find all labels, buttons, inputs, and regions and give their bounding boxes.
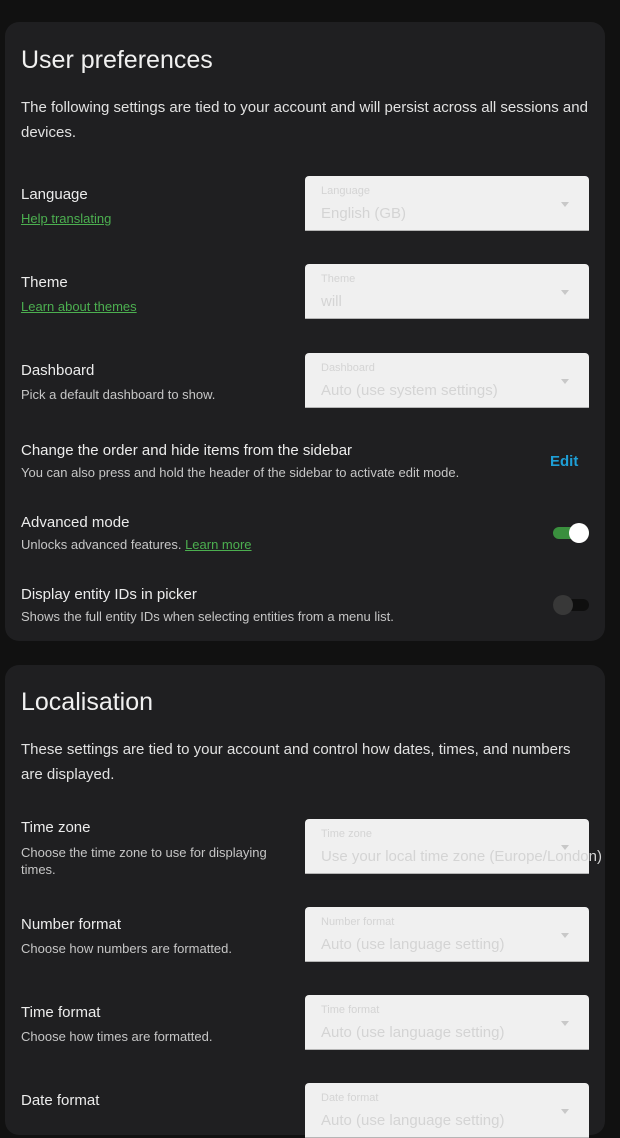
advanced-mode-description: Unlocks advanced features. xyxy=(21,537,182,552)
chevron-down-icon xyxy=(561,845,569,850)
chevron-down-icon xyxy=(561,202,569,207)
user-preferences-card xyxy=(5,22,605,641)
entity-ids-description: Shows the full entity IDs when selecting entities from a menu list. xyxy=(21,609,394,624)
time-format-label: Time format xyxy=(21,1004,101,1021)
date-format-label: Date format xyxy=(21,1092,100,1109)
chevron-down-icon xyxy=(561,290,569,295)
dashboard-select-label: Dashboard xyxy=(321,362,375,374)
theme-select-value: will xyxy=(321,293,342,310)
theme-select[interactable] xyxy=(305,264,589,319)
sidebar-order-label: Change the order and hide items from the sidebar xyxy=(21,442,353,459)
language-select-value: English (GB) xyxy=(321,205,407,222)
number-format-description: Choose how numbers are formatted. xyxy=(21,941,232,956)
language-select-label: Language xyxy=(321,185,370,197)
dashboard-description: Pick a default dashboard to show. xyxy=(21,387,216,402)
number-format-select-value: Auto (use language setting) xyxy=(321,936,505,953)
time-format-select-label: Time format xyxy=(321,1004,380,1016)
toggle-knob xyxy=(569,523,589,543)
time-format-select[interactable] xyxy=(305,995,589,1050)
learn-about-themes-link[interactable]: Learn about themes xyxy=(21,299,137,314)
date-format-select[interactable] xyxy=(305,1083,589,1138)
help-translating-link[interactable]: Help translating xyxy=(21,211,112,226)
dashboard-select-value: Auto (use system settings) xyxy=(321,382,498,399)
chevron-down-icon xyxy=(561,1021,569,1026)
sidebar-order-description: You can also press and hold the header of the sidebar to activate edit mode. xyxy=(21,465,460,480)
date-format-select-value: Auto (use language setting) xyxy=(321,1112,505,1129)
number-format-select[interactable] xyxy=(305,907,589,962)
language-select[interactable] xyxy=(305,176,589,231)
time-format-description: Choose how times are formatted. xyxy=(21,1029,213,1044)
chevron-down-icon xyxy=(561,379,569,384)
dashboard-select[interactable] xyxy=(305,353,589,408)
theme-label: Theme xyxy=(21,274,68,291)
localisation-card xyxy=(5,665,605,1135)
time-zone-label: Time zone xyxy=(21,819,91,836)
number-format-label: Number format xyxy=(21,916,122,933)
toggle-knob xyxy=(553,595,573,615)
advanced-mode-toggle[interactable] xyxy=(553,523,589,543)
user-preferences-description: The following settings are tied to your account and will persist across all sessions and devices. xyxy=(21,99,588,141)
user-preferences-title: User preferences xyxy=(21,46,213,74)
entity-ids-toggle[interactable] xyxy=(553,595,589,615)
time-zone-description: Choose the time zone to use for displaying times. xyxy=(21,845,267,877)
entity-ids-label: Display entity IDs in picker xyxy=(21,586,197,603)
learn-more-link[interactable]: Learn more xyxy=(185,537,252,552)
chevron-down-icon xyxy=(561,1109,569,1114)
dashboard-label: Dashboard xyxy=(21,362,95,379)
edit-sidebar-button[interactable]: Edit xyxy=(550,453,579,470)
date-format-select-label: Date format xyxy=(321,1092,379,1104)
number-format-select-label: Number format xyxy=(321,916,395,928)
theme-select-label: Theme xyxy=(321,273,356,285)
advanced-mode-label: Advanced mode xyxy=(21,514,130,531)
time-zone-select[interactable] xyxy=(305,819,602,874)
time-zone-select-value: Use your local time zone (Europe/London) xyxy=(321,848,602,865)
time-format-select-value: Auto (use language setting) xyxy=(321,1024,505,1041)
time-zone-select-label: Time zone xyxy=(321,828,372,840)
localisation-title: Localisation xyxy=(21,688,154,716)
chevron-down-icon xyxy=(561,933,569,938)
language-label: Language xyxy=(21,186,88,203)
localisation-description: These settings are tied to your account and control how dates, times, and numbers are displayed. xyxy=(21,741,571,783)
